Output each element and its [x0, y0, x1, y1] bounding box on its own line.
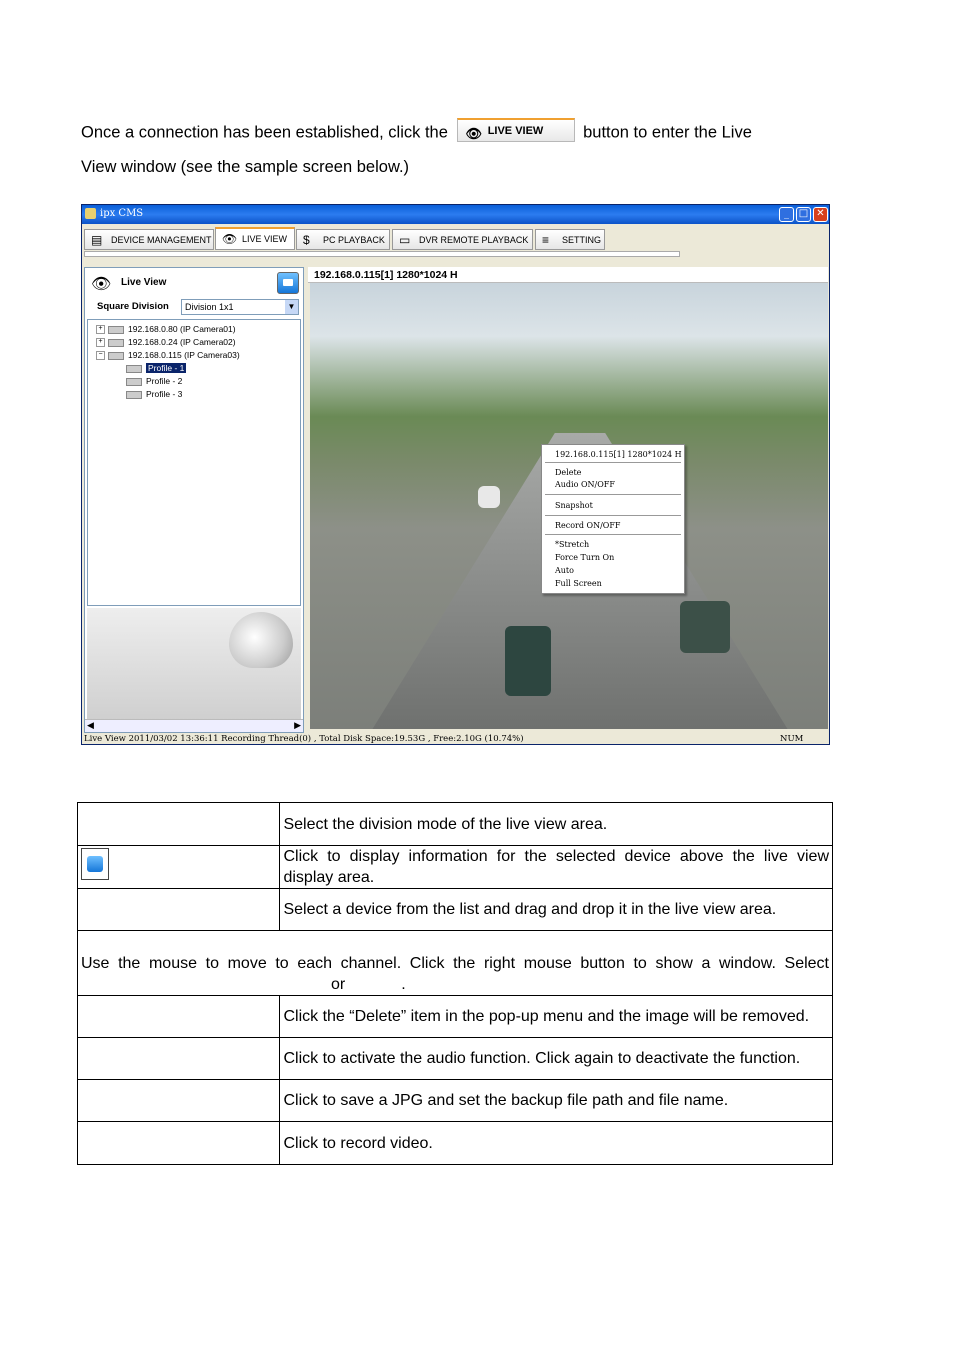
- eye-icon: 👁: [91, 276, 112, 293]
- table-span-cell: [78, 931, 833, 996]
- expand-icon[interactable]: +: [96, 325, 105, 334]
- tree-item-profile-3[interactable]: [126, 388, 182, 400]
- window-title: ipx CMS: [100, 208, 144, 219]
- table-key-cell: [78, 1122, 280, 1165]
- car-image: [680, 601, 730, 653]
- table-row: [78, 996, 833, 1038]
- status-text: Live View 2011/03/02 13:36:11 Recording Thread(0) , Total Disk Space:19.53G , Free:2.10G (10.74%): [84, 734, 524, 744]
- info-button[interactable]: [277, 272, 299, 294]
- table-key-cell: [78, 1080, 280, 1122]
- profile-icon: [126, 365, 142, 373]
- status-bar: [82, 733, 829, 745]
- table-value-cell: Click to activate the audio function. Click again to deactivate the function.: [280, 1038, 833, 1080]
- tree-item-profile-1[interactable]: [126, 362, 186, 374]
- span-end: .: [401, 976, 406, 993]
- collapse-icon[interactable]: −: [96, 351, 105, 360]
- live-video-image[interactable]: [310, 283, 828, 729]
- table-key-cell: [78, 1038, 280, 1080]
- divider: [545, 462, 681, 463]
- menu-item-snapshot[interactable]: Snapshot: [555, 501, 593, 510]
- live-view-button-label: LIVE VIEW: [487, 125, 544, 137]
- division-select-value: Division 1x1: [185, 302, 234, 312]
- minimize-icon[interactable]: _: [779, 207, 794, 222]
- menu-item-delete[interactable]: Delete: [555, 468, 582, 477]
- table-row: [78, 1080, 833, 1122]
- menu-item-audio[interactable]: Audio ON/OFF: [555, 480, 615, 489]
- dvr-icon: ▭: [399, 233, 411, 247]
- square-division-label: Square Division: [97, 301, 169, 312]
- device-tree: [87, 319, 301, 606]
- tree-item-label: 192.168.0.80 (IP Camera01): [128, 324, 236, 334]
- span-or: or: [331, 976, 346, 993]
- table-row: [78, 803, 833, 846]
- menu-item-force-turn-on[interactable]: Force Turn On: [555, 553, 615, 562]
- playback-icon: $: [303, 233, 310, 247]
- table-row: [78, 846, 833, 889]
- tab-label: DVR REMOTE PLAYBACK: [419, 235, 529, 245]
- table-row: [78, 1122, 833, 1165]
- table-row: [78, 1038, 833, 1080]
- intro-line-1: [81, 121, 752, 145]
- table-key-cell: [78, 996, 280, 1038]
- tab-label: SETTING: [562, 235, 602, 245]
- eye-icon: 👁: [222, 232, 238, 246]
- tree-item-label: 192.168.0.24 (IP Camera02): [128, 337, 236, 347]
- app-icon: [85, 208, 96, 219]
- span-text: Use the mouse to move to each channel. Click the right mouse button to show a window. Select: [81, 955, 829, 972]
- car-image: [505, 626, 551, 696]
- dome-camera-icon: [229, 612, 293, 668]
- profile-icon: [126, 378, 142, 386]
- table-value-cell: Click to display information for the selected device above the live view display area.: [280, 846, 833, 889]
- tab-device-management[interactable]: [84, 229, 214, 250]
- expand-icon[interactable]: +: [96, 338, 105, 347]
- live-view-header: 192.168.0.115[1] 1280*1024 H: [308, 267, 828, 283]
- tab-pc-playback[interactable]: [296, 229, 390, 250]
- live-view-panel: [84, 267, 304, 733]
- tab-label: DEVICE MANAGEMENT: [111, 235, 212, 245]
- info-button-icon: [81, 848, 109, 880]
- divider: [545, 494, 681, 495]
- tree-item-camera02[interactable]: [96, 336, 236, 348]
- tree-item-label: Profile - 1: [148, 363, 185, 373]
- table-key-cell: [78, 846, 280, 889]
- scroll-right-icon[interactable]: ▶: [294, 720, 301, 730]
- app-window-screenshot: [81, 204, 830, 745]
- camera-icon: [108, 326, 124, 334]
- setting-icon: ≡: [542, 233, 550, 247]
- title-bar: [82, 205, 829, 224]
- menu-item-record[interactable]: Record ON/OFF: [555, 521, 621, 530]
- context-menu: [541, 444, 685, 594]
- close-icon[interactable]: ✕: [813, 207, 828, 222]
- panel-title: Live View: [121, 277, 167, 288]
- table-value-cell: Click the “Delete” item in the pop-up menu and the image will be removed.: [280, 996, 833, 1038]
- live-view-button-image: [457, 118, 575, 142]
- table-value-cell: Click to save a JPG and set the backup file path and file name.: [280, 1080, 833, 1122]
- tree-item-camera03[interactable]: [96, 349, 240, 361]
- maximize-icon[interactable]: □: [796, 207, 811, 222]
- num-lock-indicator: NUM: [780, 734, 804, 744]
- table-row: [78, 889, 833, 931]
- feature-table: [77, 802, 833, 1165]
- decorative-surveillance-image: [87, 608, 301, 720]
- device-icon: ▤: [91, 233, 103, 247]
- camera-icon: [108, 339, 124, 347]
- table-value-cell: Click to record video.: [280, 1122, 833, 1165]
- menu-item-auto[interactable]: Auto: [555, 566, 574, 575]
- menu-item-full-screen[interactable]: Full Screen: [555, 579, 602, 588]
- tab-underline: [84, 251, 680, 257]
- intro-line-2: View window (see the sample screen below.): [81, 158, 410, 176]
- tab-live-view[interactable]: [215, 227, 295, 250]
- camera-icon: [108, 352, 124, 360]
- table-value-cell: Select the division mode of the live view area.: [280, 803, 833, 846]
- horizontal-scrollbar[interactable]: [85, 719, 303, 732]
- intro-text-after: button to enter the Live: [583, 123, 752, 142]
- chevron-down-icon[interactable]: ▼: [285, 300, 298, 314]
- tab-setting[interactable]: [535, 229, 605, 250]
- table-key-cell: [78, 803, 280, 846]
- tree-item-profile-2[interactable]: [126, 375, 182, 387]
- table-key-cell: [78, 889, 280, 931]
- profile-icon: [126, 391, 142, 399]
- divider: [545, 534, 681, 535]
- car-image: [478, 486, 500, 508]
- tree-item-label: 192.168.0.115 (IP Camera03): [128, 350, 240, 360]
- tab-dvr-remote-playback[interactable]: [392, 229, 533, 250]
- context-menu-header: 192.168.0.115[1] 1280*1024 H: [555, 450, 682, 459]
- division-select[interactable]: [181, 299, 299, 315]
- intro-text-before: Once a connection has been established, click the: [81, 123, 448, 142]
- tree-item-camera01[interactable]: [96, 323, 236, 335]
- eye-icon: 👁: [465, 126, 483, 141]
- tree-item-label: Profile - 3: [146, 389, 183, 399]
- table-value-cell: Select a device from the list and drag and drop it in the live view area.: [280, 889, 833, 931]
- tree-item-label: Profile - 2: [146, 376, 183, 386]
- tab-label: LIVE VIEW: [242, 234, 288, 244]
- menu-item-stretch[interactable]: *Stretch: [555, 540, 590, 549]
- table-row: [78, 931, 833, 996]
- scroll-left-icon[interactable]: ◀: [87, 720, 94, 730]
- divider: [545, 515, 681, 516]
- tab-label: PC PLAYBACK: [323, 235, 385, 245]
